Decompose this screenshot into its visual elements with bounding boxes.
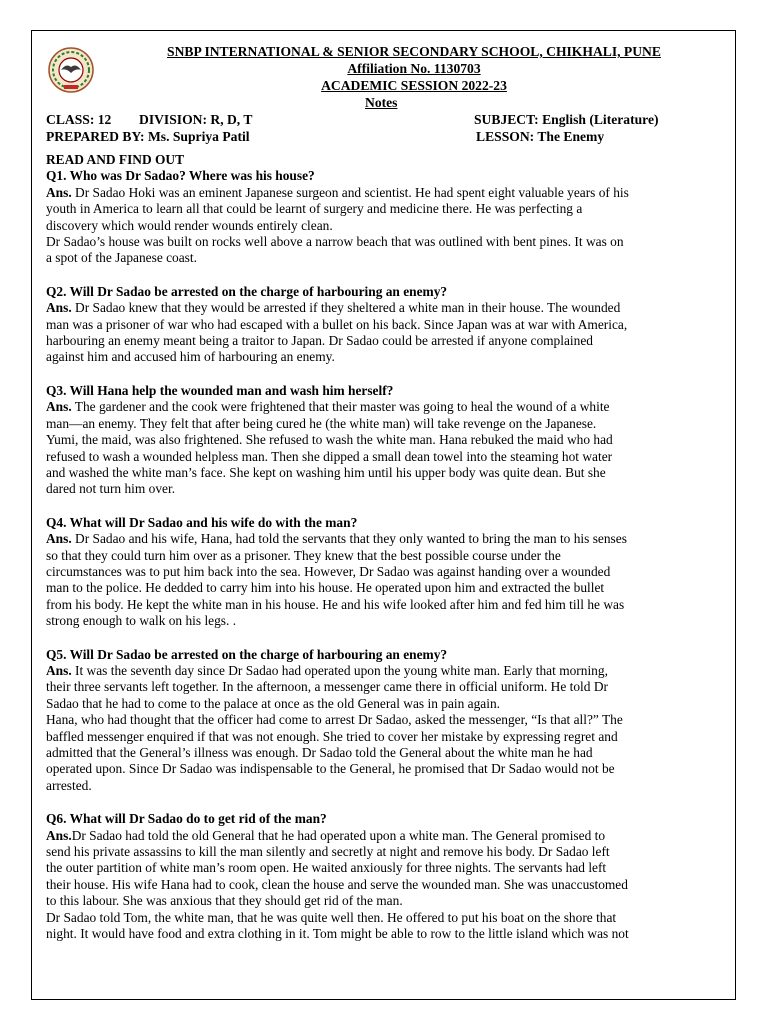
answer-6-line-5: to this labour. She was anxious that they should get rid of the man. — [46, 893, 403, 909]
notes-body — [46, 152, 726, 942]
question-1: Q1. Who was Dr Sadao? Where was his house? — [46, 168, 315, 184]
answer-1-line-4: Dr Sadao’s house was built on rocks well above a narrow beach that was outlined with bent pines. It was on — [46, 234, 624, 250]
answer-4-line-2: so that they could turn him over as a prisoner. They knew that the best possible course under the — [46, 547, 561, 563]
answer-label: Ans. — [46, 399, 72, 415]
question-5: Q5. Will Dr Sadao be arrested on the charge of harbouring an enemy? — [46, 646, 448, 662]
answer-6-line-3: the outer partition of white man’s room open. He waited anxiously for three nights. The servants had left — [46, 860, 607, 876]
answer-5-line-2: their three servants left together. In the afternoon, a messenger came there in official uniform. He told Dr — [46, 679, 608, 695]
answer-1-line-2: youth in America to learn all that could be learnt of surgery and medicine there. He was perfecting a — [46, 201, 583, 217]
lesson-label: LESSON: The Enemy — [476, 129, 605, 144]
answer-3-line-5: and washed the white man’s face. She kept on washing him until his upper body was quite dean. But she — [46, 464, 606, 480]
answer-6-line-2: send his private assassins to kill the man silently and secretly at night and remove his body. Dr Sadao left — [46, 844, 610, 860]
answer-4-line-1: Ans. Dr Sadao and his wife, Hana, had told the servants that they only wanted to bring the man to his senses — [46, 531, 627, 547]
answer-1-line-3: discovery which would render wounds entirely clean. — [46, 217, 333, 233]
answer-2-line-3: harbouring an enemy meant being a traitor to Japan. Dr Sadao could be arrested if anyone complained — [46, 333, 593, 349]
answer-3-line-3: Yumi, the maid, was also frightened. She refused to wash the white man. Hana rebuked the maid who had — [46, 432, 613, 448]
question-2: Q2. Will Dr Sadao be arrested on the charge of harbouring an enemy? — [46, 283, 448, 299]
answer-5-line-1: Ans. It was the seventh day since Dr Sadao had operated upon the young white man. Early that morning, — [46, 662, 608, 678]
notes-heading: Notes — [365, 95, 398, 110]
answer-label: Ans. — [46, 662, 72, 678]
answer-5-line-3: Sadao that he had to come to the palace at once as the old General was in pain again. — [46, 695, 500, 711]
answer-3-line-2: man—an enemy. They felt that after being cured he (the white man) will take revenge on the Japanese. — [46, 415, 597, 431]
school-name: SNBP INTERNATIONAL & SENIOR SECONDARY SCHOOL, CHIKHALI, PUNE — [167, 44, 661, 59]
answer-1-line-5: a spot of the Japanese coast. — [46, 250, 197, 266]
question-3: Q3. Will Hana help the wounded man and wash him herself? — [46, 382, 394, 398]
question-4: Q4. What will Dr Sadao and his wife do with the man? — [46, 514, 358, 530]
answer-1-line-1: Ans. Dr Sadao Hoki was an eminent Japanese surgeon and scientist. He had spent eight valuable years of his — [46, 184, 629, 200]
class-label: CLASS: 12 — [46, 112, 112, 127]
section-title: READ AND FIND OUT — [46, 152, 185, 167]
answer-4-line-6: strong enough to walk on his legs. . — [46, 613, 237, 629]
academic-session: ACADEMIC SESSION 2022-23 — [321, 78, 507, 93]
question-6: Q6. What will Dr Sadao do to get rid of the man? — [46, 811, 327, 827]
answer-2-line-2: man was a prisoner of war who had escaped with a bullet on his back. Since Japan was at war with America, — [46, 316, 628, 332]
answer-5-line-6: admitted that the General’s illness was enough. Dr Sadao told the General about the white man he had — [46, 745, 593, 760]
subject-label: SUBJECT: English (Literature) — [474, 112, 659, 127]
answer-4-line-3: circumstances was to put him back into the sea. However, Dr Sadao was against handing over a wounded — [46, 563, 611, 579]
affiliation: Affiliation No. 1130703 — [347, 61, 481, 76]
answer-2-line-1: Ans. Dr Sadao knew that they would be arrested if they sheltered a white man in their house. The wounded — [46, 300, 621, 316]
answer-6-line-4: their house. His wife Hana had to cook, clean the house and serve the wounded man. She was unaccustomed — [46, 876, 628, 892]
answer-5-line-5: baffled messenger enquired if that was not enough. She tried to cover her mistake by expressing regret and — [46, 728, 618, 744]
answer-label: Ans. — [46, 300, 72, 316]
answer-6-line-1: Ans.Dr Sadao had told the old General that he had operated upon a white man. The General promised to — [46, 827, 606, 843]
answer-3-line-4: refused to wash a wounded helpless man. Then she dipped a small dean towel into the steaming hot water — [46, 448, 613, 464]
answer-label: Ans. — [46, 184, 72, 200]
answer-3-line-6: dared not turn him over. — [46, 481, 176, 497]
answer-label: Ans. — [46, 827, 72, 843]
answer-2-line-4: against him and accused him of harbouring an enemy. — [46, 349, 335, 365]
answer-4-line-4: man to the police. He dedded to carry him into his house. He operated upon him and extracted the bullet — [46, 580, 605, 596]
answer-5-line-4: Hana, who had thought that the officer had come to arrest Dr Sadao, asked the messenger, “Is that all?” The — [46, 712, 623, 728]
answer-3-line-1: Ans. The gardener and the cook were frightened that their master was going to heal the wound of a white — [46, 399, 610, 415]
answer-label: Ans. — [46, 531, 72, 547]
prepared-by-label: PREPARED BY: Ms. Supriya Patil — [46, 129, 250, 144]
answer-6-line-7: night. It would have food and extra clothing in it. Tom might be able to row to the little island which was not — [46, 926, 629, 942]
answer-6-line-6: Dr Sadao told Tom, the white man, that he was quite well then. He offered to put his boat on the shore that — [46, 909, 617, 925]
answer-5-line-8: arrested. — [46, 777, 92, 793]
answer-5-line-7: operated upon. Since Dr Sadao was indispensable to the General, he promised that Dr Sadao would not be — [46, 761, 615, 777]
answer-4-line-5: from his body. He kept the white man in his house. He and his wife looked after him and fed him till he was — [46, 596, 625, 612]
division-label: DIVISION: R, D, T — [139, 112, 253, 127]
